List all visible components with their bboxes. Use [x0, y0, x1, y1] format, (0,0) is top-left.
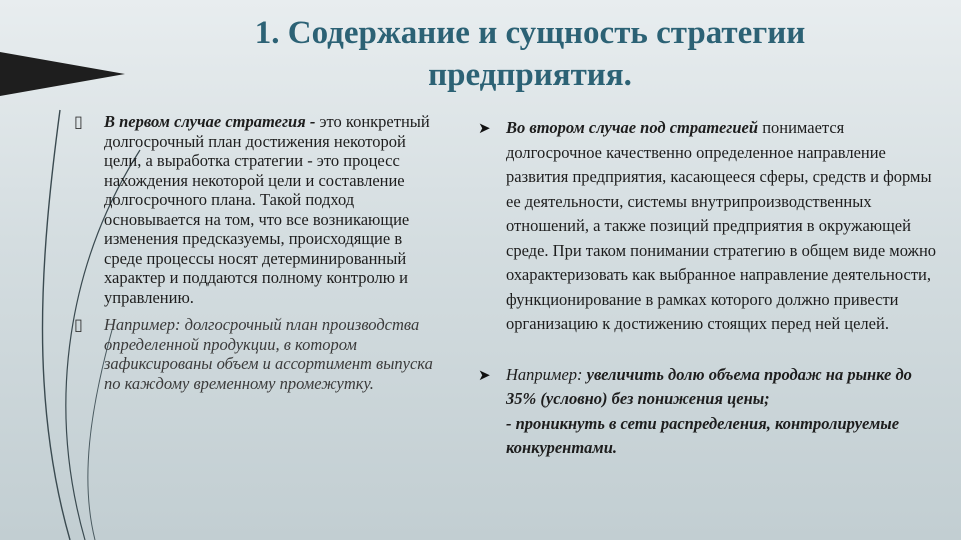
- left-ribbon: [0, 52, 125, 96]
- bullet-icon: ▯: [74, 315, 83, 334]
- right-item-2: [478, 363, 938, 461]
- right-column: [478, 116, 938, 461]
- right-item-2-line2: - проникнуть в сети распределения, контролируемые конкурентами.: [506, 413, 900, 457]
- left-item-1: [74, 112, 439, 307]
- right-item-1-lead: Во втором случае под стратегией: [506, 118, 759, 137]
- slide-title: [170, 12, 890, 96]
- left-item-2: [74, 315, 439, 393]
- left-item-2-text: Например: долгосрочный план производства определенной продукции, в котором зафиксированы объем и ассортимент выпуска по каждому временному промежутку.: [104, 315, 433, 393]
- right-item-2-text: [506, 363, 938, 461]
- left-item-1-lead: В первом случае стратегия -: [104, 112, 316, 131]
- bullet-icon: ▯: [74, 112, 83, 131]
- right-item-1: [478, 116, 938, 337]
- left-item-1-body: это конкретный долгосрочный план достижения некоторой цели, а выработка стратегии - это процесс нахождения некоторой цели и составление долгосрочного плана. Такой подход основывается на том, что все возникающие изменения предсказуемы, происходящие в среде процессы носят детерминированный характер и поддаются полному контролю и управлению.: [104, 112, 430, 307]
- arrow-bullet-icon: ➤: [478, 119, 491, 137]
- arrow-bullet-icon: ➤: [478, 365, 491, 384]
- title-line-1: 1. Содержание и сущность стратегии: [254, 15, 806, 51]
- right-item-2-prefix: Например:: [506, 364, 587, 384]
- left-column: [74, 112, 439, 393]
- right-item-1-body: понимается долгосрочное качественно определенное направление развития предприятия, касающееся сферы, средств и формы ее деятельности, системы внутрипроизводственных отношений, а также позиций предприятия в окружающей среде. При таком понимании стратегию в общем виде можно охарактеризовать как выбранное направление деятельности, функционирование в рамках которого должно привести организацию к достижению стоящих перед ней целей.: [506, 118, 937, 333]
- right-item-2-line1: увеличить долю объема продаж на рынке до 35% (условно) без понижения цены;: [506, 364, 912, 408]
- left-item-1-text: [104, 112, 439, 307]
- right-item-1-text: [506, 116, 938, 337]
- title-line-2: предприятия.: [428, 57, 632, 93]
